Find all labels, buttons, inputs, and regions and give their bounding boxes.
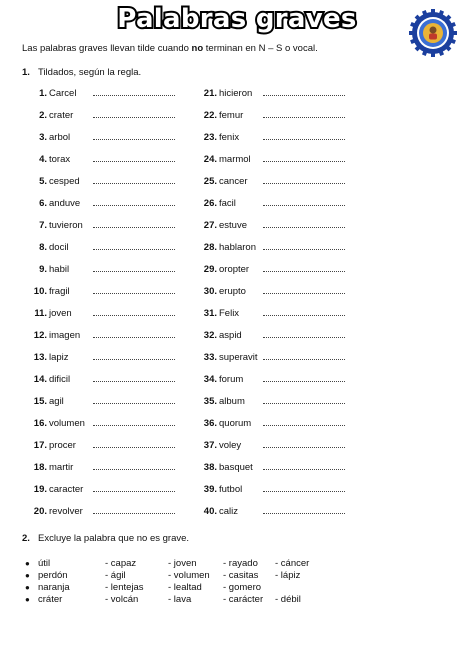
word-text: martir — [49, 462, 74, 473]
answer-line[interactable] — [263, 95, 345, 96]
answer-line[interactable] — [263, 315, 345, 316]
word-number: 16. — [33, 418, 47, 429]
page-title: Palabras graves — [117, 4, 357, 34]
word-number: 35. — [203, 396, 217, 407]
answer-line[interactable] — [93, 359, 175, 360]
word-number: 38. — [203, 462, 217, 473]
word-text: joven — [49, 308, 72, 319]
answer-line[interactable] — [263, 425, 345, 426]
word-text: crater — [49, 110, 74, 121]
answer-line[interactable] — [93, 425, 175, 426]
word-text: forum — [219, 374, 244, 385]
word-text: cancer — [219, 176, 248, 187]
answer-line[interactable] — [263, 337, 345, 338]
word-text: voley — [219, 440, 242, 451]
word-number: 6. — [39, 198, 47, 209]
exclude-word: - carácter — [223, 594, 264, 605]
answer-line[interactable] — [93, 227, 175, 228]
word-number: 11. — [34, 308, 47, 319]
exclude-word: - casitas — [223, 570, 259, 581]
word-number: 17. — [33, 440, 47, 451]
word-number: 37. — [203, 440, 217, 451]
bullet-icon: ● — [25, 595, 30, 604]
word-number: 15. — [33, 396, 47, 407]
exclude-word: útil — [38, 558, 51, 569]
answer-line[interactable] — [93, 161, 175, 162]
word-number: 7. — [39, 220, 47, 231]
exclude-word: naranja — [38, 582, 70, 593]
word-number: 34. — [203, 374, 217, 385]
exclude-word: - volumen — [168, 570, 210, 581]
answer-line[interactable] — [263, 183, 345, 184]
answer-line[interactable] — [93, 491, 175, 492]
word-text: estuve — [219, 220, 247, 231]
word-number: 26. — [203, 198, 217, 209]
exclude-word: - lentejas — [105, 582, 144, 593]
word-text: fenix — [219, 132, 240, 143]
answer-line[interactable] — [93, 513, 175, 514]
answer-line[interactable] — [263, 293, 345, 294]
word-number: 21. — [203, 88, 217, 99]
exclude-word: - capaz — [105, 558, 137, 569]
answer-line[interactable] — [93, 469, 175, 470]
word-number: 4. — [39, 154, 47, 165]
word-text: anduve — [49, 198, 81, 209]
section-2-heading: 2. Excluye la palabra que no es grave. — [22, 533, 190, 544]
word-number: 23. — [203, 132, 217, 143]
word-text: Carcel — [49, 88, 77, 99]
word-number: 28. — [203, 242, 217, 253]
word-number: 13. — [33, 352, 47, 363]
exclude-word: - ágil — [105, 570, 126, 581]
word-text: torax — [49, 154, 71, 165]
exclude-word: perdón — [38, 570, 68, 581]
answer-line[interactable] — [93, 249, 175, 250]
exclude-word: - cáncer — [275, 558, 310, 569]
answer-line[interactable] — [263, 491, 345, 492]
answer-line[interactable] — [93, 271, 175, 272]
answer-line[interactable] — [93, 95, 175, 96]
bullet-icon: ● — [25, 571, 30, 580]
exclude-word: - volcán — [105, 594, 139, 605]
word-text: habil — [49, 264, 70, 275]
answer-line[interactable] — [263, 271, 345, 272]
word-number: 25. — [203, 176, 217, 187]
answer-line[interactable] — [93, 139, 175, 140]
word-text: tuvieron — [49, 220, 83, 231]
answer-line[interactable] — [263, 381, 345, 382]
answer-line[interactable] — [263, 447, 345, 448]
word-number: 33. — [203, 352, 217, 363]
word-number: 29. — [203, 264, 217, 275]
section-1-heading: 1. Tildados, según la regla. — [22, 67, 142, 78]
answer-line[interactable] — [263, 227, 345, 228]
word-text: arbol — [49, 132, 71, 143]
word-number: 20. — [33, 506, 47, 517]
answer-line[interactable] — [93, 117, 175, 118]
word-number: 36. — [203, 418, 217, 429]
word-text: hicieron — [219, 88, 253, 99]
word-number: 30. — [203, 286, 217, 297]
word-text: Felix — [219, 308, 240, 319]
word-number: 9. — [39, 264, 47, 275]
word-text: fragil — [49, 286, 70, 297]
answer-line[interactable] — [263, 359, 345, 360]
answer-line[interactable] — [93, 447, 175, 448]
word-text: lapiz — [49, 352, 69, 363]
word-text: procer — [49, 440, 76, 451]
answer-line[interactable] — [263, 403, 345, 404]
word-number: 18. — [33, 462, 47, 473]
word-number: 40. — [203, 506, 217, 517]
bullet-icon: ● — [25, 559, 30, 568]
answer-line[interactable] — [93, 403, 175, 404]
word-text: dificil — [49, 374, 71, 385]
word-text: marmol — [219, 154, 251, 165]
word-number: 12. — [33, 330, 47, 341]
word-text: superavit — [219, 352, 258, 363]
exclude-word: - lava — [168, 594, 192, 605]
bullet-icon: ● — [25, 583, 30, 592]
exclude-word: - gomero — [223, 582, 262, 593]
word-number: 19. — [33, 484, 47, 495]
word-text: caliz — [219, 506, 239, 517]
word-text: volumen — [49, 418, 85, 429]
answer-line[interactable] — [263, 205, 345, 206]
word-number: 27. — [203, 220, 217, 231]
answer-line[interactable] — [263, 469, 345, 470]
exclude-word: - débil — [275, 594, 301, 605]
word-text: futbol — [219, 484, 243, 495]
word-text: facil — [219, 198, 236, 209]
word-text: agil — [49, 396, 64, 407]
word-text: hablaron — [219, 242, 256, 253]
exclude-word: - joven — [168, 558, 197, 569]
answer-line[interactable] — [263, 117, 345, 118]
answer-line[interactable] — [263, 249, 345, 250]
word-number: 31. — [203, 308, 217, 319]
answer-line[interactable] — [93, 337, 175, 338]
word-text: album — [219, 396, 245, 407]
word-text: imagen — [49, 330, 81, 341]
answer-line[interactable] — [93, 381, 175, 382]
word-number: 1. — [39, 88, 47, 99]
word-number: 5. — [39, 176, 47, 187]
word-text: revolver — [49, 506, 83, 517]
word-number: 39. — [203, 484, 217, 495]
word-text: docil — [49, 242, 69, 253]
word-text: erupto — [219, 286, 246, 297]
word-number: 22. — [203, 110, 217, 121]
answer-line[interactable] — [263, 139, 345, 140]
answer-line[interactable] — [263, 161, 345, 162]
answer-line[interactable] — [263, 513, 345, 514]
word-text: cesped — [49, 176, 80, 187]
word-number: 3. — [39, 132, 47, 143]
word-number: 32. — [203, 330, 217, 341]
exclude-word: - lápiz — [275, 570, 301, 581]
exclude-word: - rayado — [223, 558, 258, 569]
school-gear-emblem-icon — [408, 8, 458, 58]
answer-line[interactable] — [93, 315, 175, 316]
answer-line[interactable] — [93, 293, 175, 294]
word-text: femur — [219, 110, 244, 121]
answer-line[interactable] — [93, 183, 175, 184]
exclude-word: cráter — [38, 594, 63, 605]
answer-line[interactable] — [93, 205, 175, 206]
word-number: 14. — [33, 374, 47, 385]
word-text: oropter — [219, 264, 250, 275]
word-text: aspid — [219, 330, 242, 341]
word-number: 8. — [39, 242, 47, 253]
word-number: 24. — [203, 154, 217, 165]
word-number: 2. — [39, 110, 47, 121]
word-text: caracter — [49, 484, 84, 495]
word-number: 10. — [33, 286, 47, 297]
word-text: quorum — [219, 418, 252, 429]
intro-text: Las palabras graves llevan tilde cuando no terminan en N – S o vocal. — [22, 43, 318, 54]
word-text: basquet — [219, 462, 253, 473]
exclude-word: - lealtad — [168, 582, 202, 593]
